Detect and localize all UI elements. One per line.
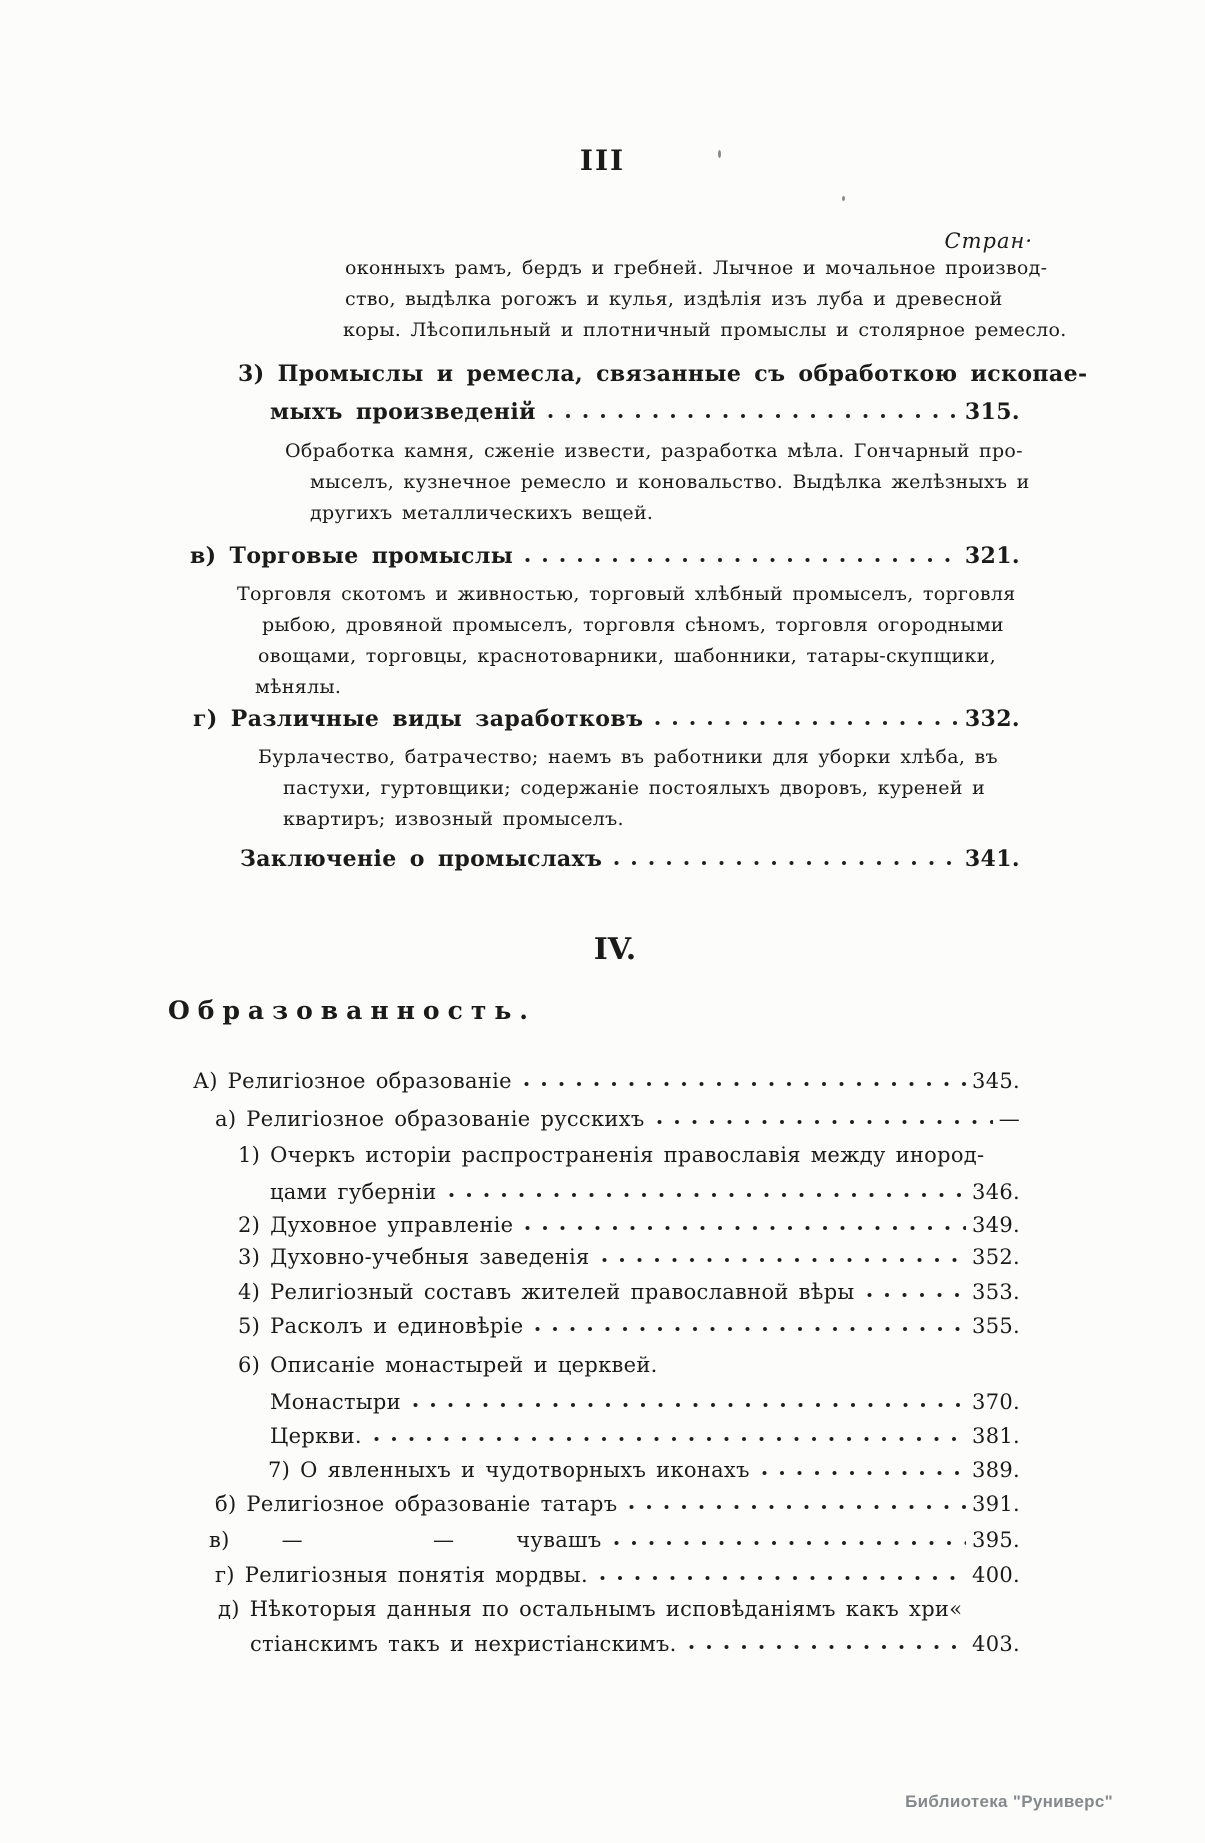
toc-note-line (258, 747, 998, 769)
toc-entry-label: Церкви. (270, 1424, 362, 1448)
toc-entry (215, 1492, 1020, 1516)
library-watermark: Библиотека "Руниверс" (905, 1792, 1113, 1811)
toc-entry-page: 352. (972, 1245, 1020, 1269)
dot-leader (548, 413, 959, 419)
toc-entry-label: а) Религіозное образованіе русскихъ (215, 1107, 645, 1131)
note-text: овощами, торговцы, краснотоварники, шабонники, татары-скупщики, (258, 645, 996, 667)
toc-entry-page: 395. (972, 1528, 1020, 1552)
dot-leader (657, 1119, 993, 1125)
toc-entry (238, 1353, 658, 1377)
toc-entry (238, 362, 1088, 387)
dot-leader (614, 1540, 967, 1546)
dot-leader (602, 1257, 966, 1263)
toc-entry (270, 400, 1020, 425)
toc-entry-page: 315. (964, 399, 1020, 425)
toc-entry (238, 1213, 1020, 1237)
toc-entry-label: 5) Расколъ и единовѣріе (238, 1314, 524, 1338)
dot-leader (535, 1326, 966, 1332)
toc-entry (268, 1458, 1020, 1482)
toc-entry-label: 7) О явленныхъ и чудотворныхъ иконахъ (268, 1458, 750, 1482)
note-text: квартиръ; извозный промыселъ. (283, 808, 624, 830)
toc-entry-label: 2) Духовное управленіе (238, 1213, 514, 1237)
toc-entry (270, 1180, 1020, 1204)
toc-entry-page: 345. (972, 1069, 1020, 1093)
toc-entry-page: 400. (972, 1563, 1020, 1587)
toc-entry-page: 381. (972, 1424, 1020, 1448)
ditto-dash: — (281, 1528, 303, 1552)
toc-entry-page: 332. (964, 706, 1020, 732)
toc-entry-label: б) Религіозное образованіе татаръ (215, 1492, 618, 1516)
note-text: Торговля скотомъ и живностью, торговый хлѣбный промыселъ, торговля (237, 583, 1016, 605)
toc-entry (238, 1143, 984, 1167)
toc-note-line (283, 778, 985, 800)
toc-entry-label: 1) Очеркъ исторіи распространенія православія между инород- (238, 1143, 985, 1167)
toc-entry-label: Монастыри (270, 1390, 401, 1414)
toc-entry (218, 1597, 962, 1621)
toc-entry (250, 1632, 1020, 1656)
toc-entry-sublabel: чувашъ (516, 1528, 602, 1552)
toc-entry-label: в) (209, 1528, 230, 1552)
toc-entry (215, 1107, 1020, 1131)
note-text: мѣнялы. (255, 676, 342, 698)
toc-note-line (285, 441, 1023, 463)
dot-leader (525, 1225, 966, 1231)
ditto-dash: — (432, 1528, 455, 1552)
scan-artifact (718, 150, 721, 158)
toc-entry-page: 370. (972, 1390, 1020, 1414)
toc-entry-page: 355. (972, 1314, 1020, 1338)
toc-entry-label: стіанскимъ такъ и нехристіанскимъ. (250, 1632, 677, 1656)
dot-leader (525, 557, 959, 563)
toc-note-line (310, 503, 653, 525)
dot-leader (629, 1504, 966, 1510)
toc-entry-page: 321. (964, 543, 1020, 569)
toc-entry-label: цами губерніи (270, 1180, 437, 1204)
dot-leader (449, 1192, 967, 1198)
toc-note-line (345, 289, 1003, 311)
note-text: другихъ металлическихъ вещей. (310, 502, 654, 524)
toc-entry-label: мыхъ произведеній (270, 399, 536, 425)
toc-note-line (310, 472, 1030, 494)
toc-note-line (255, 677, 341, 699)
toc-entry (240, 847, 1020, 872)
toc-entry-label: д) Нѣкоторыя данныя по остальнымъ исповѣданіямъ какъ хри« (218, 1597, 963, 1621)
dot-leader (524, 1081, 966, 1087)
dot-leader (374, 1436, 966, 1442)
toc-entry (238, 1245, 1020, 1269)
toc-entry-label: Заключеніе о промыслахъ (240, 846, 603, 872)
toc-note-line (262, 615, 1004, 637)
toc-entry-page: 389. (972, 1458, 1020, 1482)
toc-note-line (237, 584, 1016, 606)
toc-entry-label: А) Религіозное образованіе (193, 1069, 512, 1093)
section-title: Образованность. (168, 996, 536, 1025)
note-text: Бурлачество, батрачество; наемъ въ работники для уборки хлѣба, въ (258, 746, 998, 768)
scan-artifact (842, 196, 845, 201)
dot-leader (413, 1402, 966, 1408)
note-text: мыселъ, кузнечное ремесло и коновальство. Выдѣлка желѣзныхъ и (310, 471, 1030, 493)
toc-entry (215, 1563, 1020, 1587)
note-text: Обработка камня, сженіе извести, разработка мѣла. Гончарный про- (285, 440, 1023, 462)
toc-entry (238, 1314, 1020, 1338)
toc-entry-label: 4) Религіозный составъ жителей православной вѣры (238, 1280, 855, 1304)
note-text: оконныхъ рамъ, бердъ и гребней. Лычное и мочальное производ- (345, 257, 1048, 279)
toc-entry (193, 1069, 1020, 1093)
dot-leader (762, 1470, 966, 1476)
toc-entry-page: — (998, 1107, 1020, 1131)
toc-entry-label: г) Религіозныя понятія мордвы. (215, 1563, 588, 1587)
toc-entry (190, 544, 1020, 569)
toc-entry (238, 1280, 1020, 1304)
section-number: IV. (593, 932, 637, 967)
page-column-label: Стран· (944, 229, 1033, 253)
toc-note-line (343, 320, 1067, 342)
note-text: коры. Лѣсопильный и плотничный промыслы и столярное ремесло. (343, 319, 1067, 341)
note-text: ство, выдѣлка рогожъ и кулья, издѣлія изъ луба и древесной (345, 288, 1003, 310)
dot-leader (655, 720, 958, 726)
toc-entry-page: 341. (964, 846, 1020, 872)
toc-entry-page: 353. (972, 1280, 1020, 1304)
toc-entry-label: г) Различные виды заработковъ (193, 706, 644, 732)
note-text: рыбою, дровяной промыселъ, торговля сѣномъ, торговля огородными (262, 614, 1004, 636)
toc-entry-label: в) Торговые промыслы (190, 543, 514, 569)
dot-leader (614, 860, 959, 866)
toc-entry-page: 403. (972, 1632, 1020, 1656)
toc-entry (209, 1528, 1020, 1552)
toc-entry (270, 1424, 1020, 1448)
toc-entry-page: 349. (972, 1213, 1020, 1237)
page-number-heading: III (579, 144, 626, 177)
toc-entry-page: 391. (972, 1492, 1020, 1516)
toc-entry (270, 1390, 1020, 1414)
toc-entry-label: 3) Промыслы и ремесла, связанные съ обработкою ископае- (238, 361, 1088, 387)
dot-leader (600, 1575, 966, 1581)
toc-note-line (345, 258, 1047, 280)
toc-entry-label: 6) Описаніе монастырей и церквей. (238, 1353, 658, 1377)
toc-entry (193, 707, 1020, 732)
toc-entry-page: 346. (972, 1180, 1020, 1204)
dot-leader (867, 1292, 967, 1298)
toc-entry-label: 3) Духовно-учебныя заведенія (238, 1245, 590, 1269)
note-text: пастухи, гуртовщики; содержаніе постоялыхъ дворовъ, куреней и (283, 777, 986, 799)
toc-note-line (283, 809, 624, 831)
dot-leader (689, 1644, 966, 1650)
toc-note-line (258, 646, 996, 668)
